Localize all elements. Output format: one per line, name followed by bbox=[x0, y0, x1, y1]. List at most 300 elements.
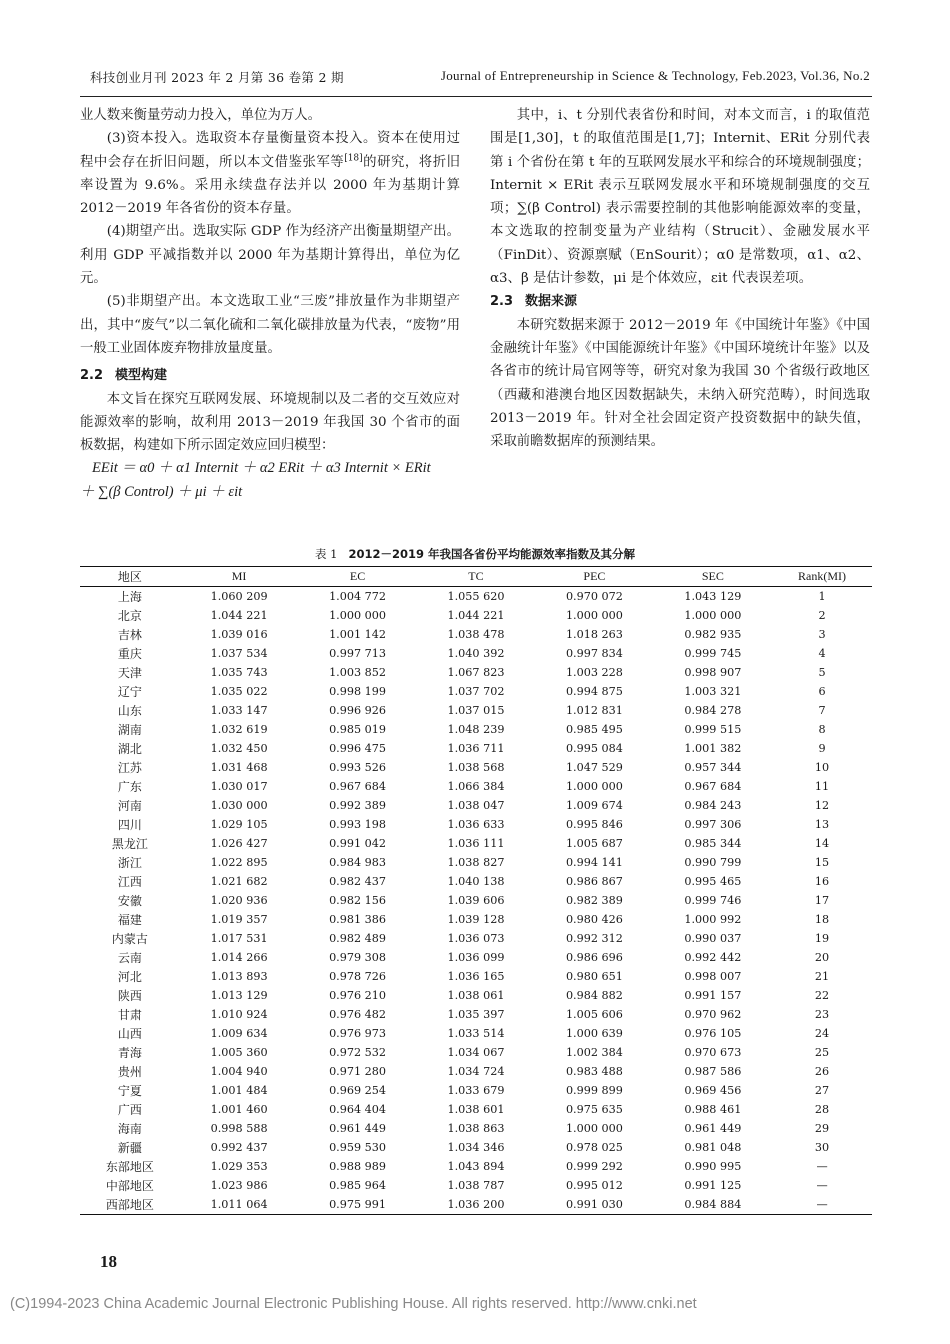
cell-region: 青海 bbox=[117, 1046, 142, 1060]
cell-sec: 1.001 382 bbox=[684, 742, 742, 755]
cell-rank: 9 bbox=[818, 742, 826, 755]
table-row bbox=[80, 929, 872, 948]
cell-sec: 0.991 157 bbox=[684, 989, 742, 1002]
cell-tc: 1.037 015 bbox=[447, 704, 505, 717]
table-row bbox=[80, 777, 872, 796]
cell-tc: 1.038 061 bbox=[447, 989, 505, 1002]
cell-pec: 0.980 426 bbox=[565, 913, 623, 926]
cell-rank: 6 bbox=[818, 685, 826, 698]
paragraph-labor: 业人数来衡量劳动力投入，单位为万人。 bbox=[80, 108, 322, 123]
paragraph-desired-output: (4)期望产出。选取实际 GDP 作为经济产出衡量期望产出。利用 GDP 平减指数并以 2000 年为基期计算得出，单位为亿元。 bbox=[80, 224, 460, 287]
table-caption bbox=[80, 546, 870, 562]
cell-sec: 0.981 048 bbox=[684, 1141, 742, 1154]
cell-tc: 1.033 514 bbox=[447, 1027, 505, 1040]
table-row bbox=[80, 853, 872, 872]
cell-ec: 0.993 526 bbox=[329, 761, 386, 774]
cell-ec: 1.001 142 bbox=[329, 628, 386, 641]
cell-sec: 0.999 745 bbox=[684, 647, 742, 660]
cell-tc: 1.034 724 bbox=[447, 1065, 505, 1078]
cell-tc: 1.033 679 bbox=[447, 1084, 505, 1097]
cell-rank: 20 bbox=[814, 951, 830, 964]
cell-ec: 0.969 254 bbox=[329, 1084, 386, 1097]
col-header-pec: PEC bbox=[535, 567, 653, 587]
cell-region: 安徽 bbox=[117, 894, 142, 908]
cell-tc: 1.040 392 bbox=[447, 647, 505, 660]
cell-mi: 1.001 460 bbox=[210, 1103, 268, 1116]
table-body bbox=[80, 587, 872, 1215]
cell-tc: 1.055 620 bbox=[447, 590, 505, 603]
cell-tc: 1.036 111 bbox=[447, 837, 505, 850]
cell-region: 东部地区 bbox=[105, 1160, 154, 1174]
equation-line-1: EEit ＝ α0 ＋ α1 Internit ＋ α2 ERit ＋ α3 Internit × ERit bbox=[92, 460, 431, 477]
cell-pec: 0.994 141 bbox=[565, 856, 623, 869]
cell-pec: 0.975 635 bbox=[565, 1103, 623, 1116]
table-row bbox=[80, 1157, 872, 1176]
cell-rank: 7 bbox=[818, 704, 826, 717]
cell-rank: 23 bbox=[814, 1008, 830, 1021]
cell-sec: 0.970 962 bbox=[684, 1008, 742, 1021]
cell-region: 湖南 bbox=[117, 723, 142, 737]
cell-region: 甘肃 bbox=[117, 1008, 142, 1022]
cell-pec: 0.986 867 bbox=[565, 875, 623, 888]
cell-pec: 0.985 495 bbox=[565, 723, 623, 736]
cell-pec: 0.994 875 bbox=[565, 685, 623, 698]
paragraph-variable-definitions: 其中，i、t 分别代表省份和时间，对本文而言，i 的取值范围是[1,30]，t 的取值范围是[1,7]；Internit、ERit 分别代表第 i 个省份在第 t 年的互联网发展水平和综合的环境规制强度；Internit × ERit 表示互联网发展水平和环境规制强度的交互项；∑(β Control) 表示需要控制的其他影响能源效率的变量，本文选取的控制变量为产业结构（Strucit）、金融发展水平（FinDit）、资源禀赋（EnSourit）；α0 是常数项，α1、α2、α3、β 是估计参数，μi 是个体效应，εit 代表误差项。 bbox=[490, 108, 870, 287]
cell-rank: 4 bbox=[818, 647, 826, 660]
cell-tc: 1.038 787 bbox=[447, 1179, 505, 1192]
cell-mi: 1.035 743 bbox=[210, 666, 268, 679]
cell-pec: 1.000 639 bbox=[565, 1027, 623, 1040]
cell-mi: 0.998 588 bbox=[210, 1122, 268, 1135]
cell-rank: 24 bbox=[814, 1027, 830, 1040]
cell-mi: 1.022 895 bbox=[210, 856, 268, 869]
cell-sec: 0.999 746 bbox=[684, 894, 742, 907]
cell-tc: 1.038 568 bbox=[447, 761, 505, 774]
cell-sec: 0.984 278 bbox=[684, 704, 742, 717]
cell-rank: 29 bbox=[814, 1122, 830, 1135]
cell-rank: 21 bbox=[814, 970, 830, 983]
cell-sec: 0.999 515 bbox=[684, 723, 742, 736]
cell-rank: — bbox=[772, 1195, 872, 1215]
cell-ec: 0.967 684 bbox=[329, 780, 386, 793]
section-heading-2-3 bbox=[490, 290, 870, 313]
cell-tc: 1.038 601 bbox=[447, 1103, 505, 1116]
journal-header-cn: 科技创业月刊 2023 年 2 月第 36 卷第 2 期 bbox=[90, 70, 344, 85]
cell-rank: 12 bbox=[814, 799, 830, 812]
cell-rank: 28 bbox=[814, 1103, 830, 1116]
cell-sec: 0.987 586 bbox=[684, 1065, 742, 1078]
col-header-ec: EC bbox=[298, 567, 416, 587]
cell-sec: 1.000 992 bbox=[684, 913, 742, 926]
cell-rank: 5 bbox=[818, 666, 826, 679]
cell-sec: 0.998 907 bbox=[684, 666, 742, 679]
table-row bbox=[80, 948, 872, 967]
cell-pec: 1.005 606 bbox=[565, 1008, 623, 1021]
cell-region: 山东 bbox=[117, 704, 142, 718]
cell-pec: 1.012 831 bbox=[565, 704, 623, 717]
cell-sec: 0.969 456 bbox=[684, 1084, 742, 1097]
table-row bbox=[80, 910, 872, 929]
cell-ec: 0.976 210 bbox=[329, 989, 386, 1002]
cell-rank: 8 bbox=[818, 723, 826, 736]
cell-sec: 0.984 884 bbox=[654, 1195, 772, 1215]
table-row bbox=[80, 625, 872, 644]
cell-pec: 0.970 072 bbox=[565, 590, 623, 603]
cell-tc: 1.036 633 bbox=[447, 818, 505, 831]
section-number: 2.2 bbox=[80, 368, 104, 384]
cell-region: 贵州 bbox=[117, 1065, 142, 1079]
cell-tc: 1.036 200 bbox=[417, 1195, 535, 1215]
table-row bbox=[80, 720, 872, 739]
section-heading-2-2 bbox=[80, 364, 460, 387]
cell-region: 河南 bbox=[117, 799, 142, 813]
table-row bbox=[80, 1195, 872, 1215]
cell-sec: 0.961 449 bbox=[684, 1122, 742, 1135]
cell-mi: 1.005 360 bbox=[210, 1046, 268, 1059]
cell-mi: 1.026 427 bbox=[210, 837, 268, 850]
cell-pec: 0.984 882 bbox=[565, 989, 623, 1002]
table-row bbox=[80, 1119, 872, 1138]
table-row bbox=[80, 644, 872, 663]
cell-sec: 1.043 129 bbox=[684, 590, 742, 603]
table-row bbox=[80, 758, 872, 777]
citation-ref[interactable]: [18] bbox=[344, 153, 363, 164]
cell-rank: 22 bbox=[814, 989, 830, 1002]
cell-sec: 0.970 673 bbox=[684, 1046, 742, 1059]
cell-pec: 1.000 000 bbox=[565, 780, 623, 793]
cell-rank: 13 bbox=[814, 818, 830, 831]
cell-mi: 1.017 531 bbox=[210, 932, 268, 945]
cell-rank: 14 bbox=[814, 837, 830, 850]
cell-tc: 1.040 138 bbox=[447, 875, 505, 888]
table-row bbox=[80, 815, 872, 834]
cell-pec: 0.980 651 bbox=[565, 970, 623, 983]
table-row bbox=[80, 739, 872, 758]
cell-sec: 0.990 037 bbox=[684, 932, 742, 945]
table-row bbox=[80, 1138, 872, 1157]
cell-ec: 0.998 199 bbox=[329, 685, 386, 698]
cell-region: 重庆 bbox=[117, 647, 142, 661]
cell-region: 江苏 bbox=[117, 761, 142, 775]
cell-mi: 1.013 893 bbox=[210, 970, 268, 983]
cell-ec: 1.000 000 bbox=[329, 609, 386, 622]
cell-rank: 30 bbox=[814, 1141, 830, 1154]
cell-pec: 0.999 899 bbox=[565, 1084, 623, 1097]
cell-pec: 0.978 025 bbox=[565, 1141, 623, 1154]
cell-rank: — bbox=[816, 1160, 828, 1173]
cell-tc: 1.067 823 bbox=[447, 666, 505, 679]
cell-sec: 0.998 007 bbox=[684, 970, 742, 983]
cell-rank: 11 bbox=[814, 780, 830, 793]
cell-mi: 1.030 000 bbox=[210, 799, 268, 812]
cell-pec: 0.995 846 bbox=[565, 818, 623, 831]
cell-region: 海南 bbox=[117, 1122, 142, 1136]
cell-ec: 0.985 964 bbox=[329, 1179, 386, 1192]
cell-mi: 1.030 017 bbox=[210, 780, 268, 793]
cell-rank: 26 bbox=[814, 1065, 830, 1078]
cell-sec: 0.990 799 bbox=[684, 856, 742, 869]
cell-sec: 1.003 321 bbox=[684, 685, 742, 698]
cell-pec: 1.000 000 bbox=[565, 1122, 623, 1135]
cell-tc: 1.036 073 bbox=[447, 932, 505, 945]
col-header-tc: TC bbox=[417, 567, 535, 587]
cell-rank: — bbox=[816, 1179, 828, 1192]
cell-ec: 0.976 482 bbox=[329, 1008, 386, 1021]
cell-ec: 0.972 532 bbox=[329, 1046, 386, 1059]
paragraph-undesired-output: (5)非期望产出。本文选取工业“三废”排放量作为非期望产出，其中“废气”以二氧化硫和二氧化碳排放量为代表，“废物”用一般工业固体废弃物排放量度量。 bbox=[80, 294, 460, 356]
cell-mi: 1.035 022 bbox=[210, 685, 268, 698]
right-column bbox=[490, 104, 870, 453]
cell-pec: 0.986 696 bbox=[565, 951, 623, 964]
cell-rank: 19 bbox=[814, 932, 830, 945]
cell-tc: 1.038 863 bbox=[447, 1122, 505, 1135]
paragraph-capital bbox=[80, 127, 460, 220]
cell-ec: 0.992 389 bbox=[329, 799, 386, 812]
left-column bbox=[80, 104, 460, 504]
cell-region: 广西 bbox=[117, 1103, 142, 1117]
page-number: 18 bbox=[100, 1252, 117, 1271]
table-label: 表 1 bbox=[315, 547, 338, 561]
col-header-sec: SEC bbox=[654, 567, 772, 587]
table-row bbox=[80, 701, 872, 720]
cell-region: 陕西 bbox=[117, 989, 142, 1003]
cell-mi: 1.009 634 bbox=[210, 1027, 268, 1040]
cell-tc: 1.043 894 bbox=[447, 1160, 505, 1173]
cell-sec: 0.988 461 bbox=[684, 1103, 742, 1116]
table-row bbox=[80, 891, 872, 910]
copyright-footer: (C)1994-2023 China Academic Journal Electronic Publishing House. All rights reserved. http://www.cnki.net bbox=[10, 1296, 697, 1312]
cell-region: 中部地区 bbox=[105, 1179, 154, 1193]
cell-ec: 0.959 530 bbox=[329, 1141, 386, 1154]
cell-mi: 1.023 986 bbox=[210, 1179, 268, 1192]
cell-ec: 1.003 852 bbox=[329, 666, 386, 679]
cell-region: 江西 bbox=[117, 875, 142, 889]
cell-region: 四川 bbox=[117, 818, 142, 832]
cell-mi: 1.031 468 bbox=[210, 761, 268, 774]
cell-pec: 0.992 312 bbox=[565, 932, 623, 945]
cell-tc: 1.035 397 bbox=[447, 1008, 505, 1021]
cell-mi: 1.032 619 bbox=[210, 723, 268, 736]
cell-tc: 1.038 478 bbox=[447, 628, 505, 641]
cell-pec: 1.000 000 bbox=[565, 609, 623, 622]
cell-ec: 0.981 386 bbox=[329, 913, 386, 926]
cell-tc: 1.036 099 bbox=[447, 951, 505, 964]
cell-ec: 0.979 308 bbox=[329, 951, 386, 964]
table-row bbox=[80, 1024, 872, 1043]
cell-region: 上海 bbox=[117, 590, 142, 604]
cell-sec: 0.985 344 bbox=[684, 837, 742, 850]
cell-ec: 0.984 983 bbox=[329, 856, 386, 869]
table-row bbox=[80, 587, 872, 607]
cell-ec: 0.993 198 bbox=[329, 818, 386, 831]
table-row bbox=[80, 986, 872, 1005]
cell-mi: 1.060 209 bbox=[210, 590, 268, 603]
journal-header-en: Journal of Entrepreneurship in Science & Technology, Feb.2023, Vol.36, No.2 bbox=[440, 68, 870, 83]
cell-region: 宁夏 bbox=[117, 1084, 142, 1098]
cell-ec: 0.988 989 bbox=[329, 1160, 386, 1173]
table-row bbox=[80, 1005, 872, 1024]
cell-mi: 1.037 534 bbox=[210, 647, 268, 660]
col-header-rank: Rank(MI) bbox=[772, 567, 872, 587]
paragraph-data-source: 本研究数据来源于 2012－2019 年《中国统计年鉴》《中国金融统计年鉴》《中国能源统计年鉴》《中国环境统计年鉴》以及各省市的统计局官网等等，研究对象为我国 30 个省级行政地区（西藏和港澳台地区因数据缺失，未纳入研究范畴），时间选取 2013－2019 年。针对全社会固定资产投资数据中的缺失值，采取前瞻数据库的预测结果。 bbox=[490, 317, 870, 450]
cell-ec: 0.985 019 bbox=[329, 723, 386, 736]
cell-rank: 25 bbox=[814, 1046, 830, 1059]
cell-tc: 1.039 128 bbox=[447, 913, 505, 926]
cell-pec: 1.009 674 bbox=[565, 799, 623, 812]
cell-tc: 1.066 384 bbox=[447, 780, 505, 793]
cell-region: 新疆 bbox=[117, 1141, 142, 1155]
cell-tc: 1.048 239 bbox=[447, 723, 505, 736]
cell-ec: 0.996 475 bbox=[329, 742, 386, 755]
cell-pec: 1.002 384 bbox=[565, 1046, 623, 1059]
cell-region: 广东 bbox=[117, 780, 142, 794]
cell-rank: 18 bbox=[814, 913, 830, 926]
cell-mi: 1.004 940 bbox=[210, 1065, 268, 1078]
cell-ec: 0.976 973 bbox=[329, 1027, 386, 1040]
cell-sec: 0.957 344 bbox=[684, 761, 742, 774]
table-title: 2012－2019 年我国各省份平均能源效率指数及其分解 bbox=[348, 547, 635, 561]
cell-rank: 16 bbox=[814, 875, 830, 888]
cell-region: 湖北 bbox=[117, 742, 142, 756]
table-row bbox=[80, 872, 872, 891]
cell-region: 黑龙江 bbox=[111, 837, 148, 851]
table-row bbox=[80, 834, 872, 853]
cell-pec: 0.991 030 bbox=[535, 1195, 653, 1215]
cell-tc: 1.034 067 bbox=[447, 1046, 505, 1059]
cell-region: 北京 bbox=[117, 609, 142, 623]
cell-ec: 0.991 042 bbox=[329, 837, 386, 850]
cell-tc: 1.044 221 bbox=[447, 609, 505, 622]
section-number: 2.3 bbox=[490, 294, 514, 310]
cell-region: 西部地区 bbox=[80, 1195, 180, 1215]
cell-sec: 0.992 442 bbox=[684, 951, 742, 964]
cell-rank: 3 bbox=[818, 628, 826, 641]
cell-ec: 0.978 726 bbox=[329, 970, 386, 983]
cell-tc: 1.036 711 bbox=[447, 742, 505, 755]
cell-tc: 1.038 047 bbox=[447, 799, 505, 812]
table-row bbox=[80, 1100, 872, 1119]
cell-ec: 0.975 991 bbox=[298, 1195, 416, 1215]
table-row bbox=[80, 682, 872, 701]
cell-sec: 0.984 243 bbox=[684, 799, 742, 812]
cell-tc: 1.034 346 bbox=[447, 1141, 505, 1154]
cell-rank: 1 bbox=[818, 590, 826, 603]
cell-sec: 0.995 465 bbox=[684, 875, 742, 888]
cell-mi: 1.029 353 bbox=[210, 1160, 268, 1173]
cell-pec: 0.997 834 bbox=[565, 647, 623, 660]
cell-sec: 0.997 306 bbox=[684, 818, 742, 831]
cell-mi: 1.019 357 bbox=[210, 913, 268, 926]
table-row bbox=[80, 796, 872, 815]
table-row bbox=[80, 1081, 872, 1100]
table-row bbox=[80, 663, 872, 682]
cell-sec: 0.991 125 bbox=[684, 1179, 742, 1192]
cell-mi: 1.014 266 bbox=[210, 951, 268, 964]
header-divider bbox=[80, 96, 872, 97]
cell-mi: 1.020 936 bbox=[210, 894, 268, 907]
cell-region: 河北 bbox=[117, 970, 142, 984]
cell-pec: 0.983 488 bbox=[565, 1065, 623, 1078]
cell-ec: 0.982 489 bbox=[329, 932, 386, 945]
cell-mi: 1.039 016 bbox=[210, 628, 268, 641]
cell-ec: 1.004 772 bbox=[329, 590, 386, 603]
cell-ec: 0.982 156 bbox=[329, 894, 386, 907]
cell-rank: 17 bbox=[814, 894, 830, 907]
cell-tc: 1.037 702 bbox=[447, 685, 505, 698]
cell-mi: 1.032 450 bbox=[210, 742, 268, 755]
cell-sec: 0.976 105 bbox=[684, 1027, 742, 1040]
running-header bbox=[90, 64, 870, 90]
cell-pec: 0.995 084 bbox=[565, 742, 623, 755]
cell-ec: 0.982 437 bbox=[329, 875, 386, 888]
cell-pec: 1.018 263 bbox=[565, 628, 623, 641]
cell-pec: 0.995 012 bbox=[565, 1179, 623, 1192]
cell-pec: 1.003 228 bbox=[565, 666, 623, 679]
cell-mi: 1.021 682 bbox=[210, 875, 268, 888]
table-row bbox=[80, 1176, 872, 1195]
table-row bbox=[80, 1062, 872, 1081]
cell-mi: 1.033 147 bbox=[210, 704, 268, 717]
table-row bbox=[80, 1043, 872, 1062]
capital-text: (3)资本投入。选取资本存量衡量资本投入。资本在使用过程中会存在折旧问题，所以本文借鉴张军等 bbox=[80, 131, 460, 170]
cell-region: 浙江 bbox=[117, 856, 142, 870]
cell-rank: 15 bbox=[814, 856, 830, 869]
paragraph-model: 本文旨在探究互联网发展、环境规制以及二者的交互效应对能源效率的影响，故利用 2013－2019 年我国 30 个省市的面板数据，构建如下所示固定效应回归模型： bbox=[80, 391, 460, 454]
table-row bbox=[80, 967, 872, 986]
cell-pec: 1.005 687 bbox=[565, 837, 623, 850]
cell-rank: 10 bbox=[814, 761, 830, 774]
cell-rank: 2 bbox=[818, 609, 826, 622]
table-row bbox=[80, 606, 872, 625]
cell-ec: 0.961 449 bbox=[329, 1122, 386, 1135]
cell-region: 吉林 bbox=[117, 628, 142, 642]
cell-mi: 1.029 105 bbox=[210, 818, 268, 831]
cell-mi: 0.992 437 bbox=[210, 1141, 268, 1154]
capital-text-tail: 的研究，将折旧率设置为 9.6%。采用永续盘存法并以 2000 年为基期计算 2012－2019 年各省份的资本存量。 bbox=[80, 154, 461, 217]
cell-pec: 0.999 292 bbox=[565, 1160, 623, 1173]
cell-pec: 1.047 529 bbox=[565, 761, 623, 774]
cell-rank: 27 bbox=[814, 1084, 830, 1097]
cell-ec: 0.964 404 bbox=[329, 1103, 386, 1116]
efficiency-table bbox=[80, 566, 872, 1215]
col-header-region: 地区 bbox=[80, 567, 180, 587]
cell-region: 天津 bbox=[117, 666, 142, 680]
col-header-mi: MI bbox=[180, 567, 298, 587]
cell-tc: 1.038 827 bbox=[447, 856, 505, 869]
cell-mi: 1.001 484 bbox=[210, 1084, 268, 1097]
cell-sec: 0.967 684 bbox=[684, 780, 742, 793]
table-header-row bbox=[80, 567, 872, 587]
cell-sec: 0.990 995 bbox=[684, 1160, 742, 1173]
section-title: 数据来源 bbox=[525, 294, 578, 310]
cell-region: 云南 bbox=[117, 951, 142, 965]
cell-region: 山西 bbox=[117, 1027, 142, 1041]
cell-region: 辽宁 bbox=[117, 685, 142, 699]
cell-region: 福建 bbox=[117, 913, 142, 927]
cell-mi: 1.044 221 bbox=[210, 609, 268, 622]
cell-ec: 0.997 713 bbox=[329, 647, 386, 660]
cell-pec: 0.982 389 bbox=[565, 894, 623, 907]
cell-ec: 0.996 926 bbox=[329, 704, 386, 717]
equation-line-2: ＋ ∑(β Control) ＋ μi ＋ εit bbox=[80, 483, 243, 500]
cell-sec: 1.000 000 bbox=[684, 609, 742, 622]
cell-mi: 1.013 129 bbox=[210, 989, 268, 1002]
cell-tc: 1.039 606 bbox=[447, 894, 505, 907]
section-title: 模型构建 bbox=[115, 368, 168, 384]
cell-region: 内蒙古 bbox=[111, 932, 148, 946]
cell-mi: 1.010 924 bbox=[210, 1008, 268, 1021]
cell-mi: 1.011 064 bbox=[180, 1195, 298, 1215]
